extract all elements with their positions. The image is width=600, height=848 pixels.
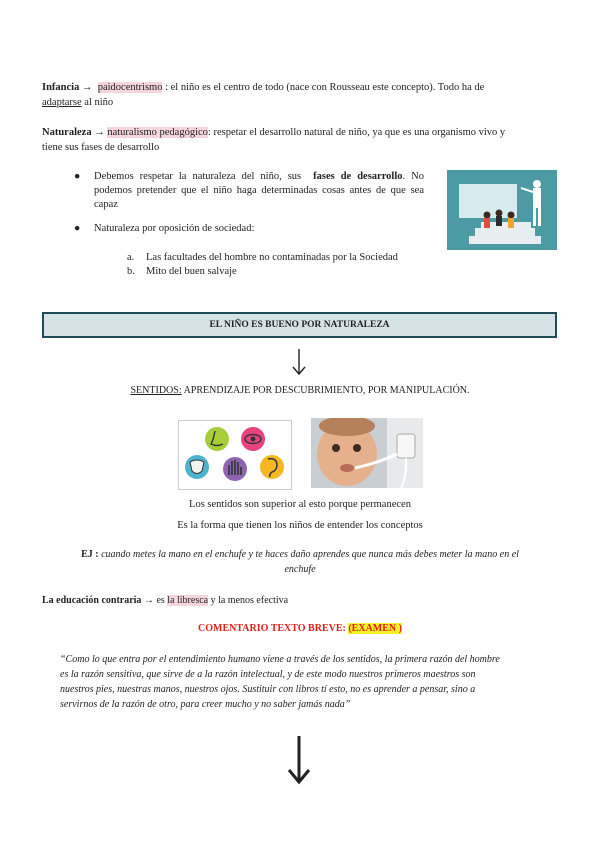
banner-text: EL NIÑO ES BUENO POR NATURALEZA: [209, 320, 390, 330]
naturaleza-text-1: : respetar el desarrollo natural de niño, ya que es una organismo vivo y: [207, 127, 506, 138]
sub-item-b-text: Mito del buen salvaje: [146, 266, 237, 277]
senses-icons-image: [178, 420, 292, 490]
infancia-text-1: : el niño es el centro de todo (nace con Rousseau este concepto). Todo ha de: [165, 82, 485, 93]
sentidos-rest: APRENDIZAJE POR DESCUBRIMIENTO, POR MANIPULACIÓN.: [183, 385, 470, 396]
banner-nino-bueno: [42, 312, 557, 338]
educacion-post: y la menos efectiva: [210, 595, 289, 606]
bullet-1-line-2: podemos pretender que el niño haga determinadas cosas antes de que: [94, 185, 406, 196]
sentidos-underlined: SENTIDOS:: [130, 385, 182, 396]
classroom-illustration: [447, 170, 557, 250]
bullet-1-line-3: sea capaz: [94, 185, 424, 210]
bullet-dot-icon: ●: [74, 223, 81, 234]
caption-2: [42, 518, 558, 533]
sub-item-a: [127, 251, 447, 265]
caption-1-text: Los sentidos son superior al esto porque permanecen: [189, 499, 411, 510]
sub-item-b: [127, 265, 447, 279]
quote-line-4: servirnos de la razón de otro, para creer mucho y no saber jamás nada”: [60, 699, 351, 710]
sub-item-b-marker: b.: [127, 266, 135, 277]
libresca-highlight: la libresca: [167, 595, 209, 606]
naturaleza-paragraph: [42, 125, 558, 155]
ejemplo-label: EJ :: [81, 549, 99, 560]
sentidos-line: [42, 383, 558, 398]
educacion-arrow: →: [143, 595, 154, 606]
caption-2-text: Es la forma que tienen los niños de entender los conceptos: [177, 520, 423, 531]
quote-line-2: es la razón sensitiva, que sirve de a la razón intelectual, y de este modo nuestros primeros maestros son: [60, 669, 476, 680]
comentario-red-text: COMENTARIO TEXTO BREVE:: [198, 623, 346, 634]
rousseau-quote: [60, 652, 558, 712]
infancia-term: Infancia: [42, 82, 80, 93]
arrow-down-icon: [291, 348, 307, 381]
sub-item-a-text: Las facultades del hombre no contaminadas por la Sociedad: [146, 252, 398, 263]
quote-line-1: “Como lo que entra por el entendimiento humano viene a través de los sentidos, la primera razón del hombre: [60, 654, 500, 665]
naturalismo-highlight: naturalismo pedagógico: [107, 127, 208, 138]
examen-highlight: (EXAMEN ): [348, 623, 402, 634]
large-arrow-down-icon: [286, 735, 312, 790]
caption-1: [42, 497, 558, 512]
comentario-heading: [42, 623, 558, 634]
bullet-item-2: [74, 222, 424, 236]
baby-plug-photo: [311, 418, 423, 488]
naturaleza-text-2: tiene sus fases de desarrollo: [42, 142, 160, 153]
paidocentrismo-highlight: paidocentrismo: [97, 82, 163, 93]
ejemplo-line-2: enchufe: [284, 564, 316, 575]
bullet-1-post: . No: [402, 171, 424, 182]
bullet-dot-icon: ●: [74, 171, 81, 182]
bullet-item-1: [74, 170, 424, 212]
ejemplo-line-1: cuando metes la mano en el enchufe y te haces daño aprendes que nunca más debes meter la mano en el: [101, 549, 519, 560]
educacion-term: La educación contraria: [42, 595, 142, 606]
quote-line-3: nuestros pies, nuestras manos, nuestros ojos. Sustituir con libros tí esto, no es aprender a pensar, sino a: [60, 684, 476, 695]
ejemplo-paragraph: [42, 547, 558, 577]
bullet-2-text: Naturaleza por oposición de sociedad:: [94, 223, 255, 234]
naturaleza-arrow: →: [94, 127, 105, 138]
educacion-contraria-line: [42, 593, 558, 608]
bullet-1-bold: fases de desarrollo: [313, 171, 403, 182]
infancia-arrow: →: [81, 82, 93, 93]
adaptarse-underlined: adaptarse: [42, 97, 82, 108]
infancia-text-2: al niño: [84, 97, 114, 108]
educacion-pre: es: [156, 595, 165, 606]
naturaleza-term: Naturaleza: [42, 127, 92, 138]
sub-item-a-marker: a.: [127, 252, 135, 263]
infancia-paragraph: [42, 80, 558, 110]
bullet-1-pre: Debemos respetar la naturaleza del niño, sus: [94, 171, 302, 182]
